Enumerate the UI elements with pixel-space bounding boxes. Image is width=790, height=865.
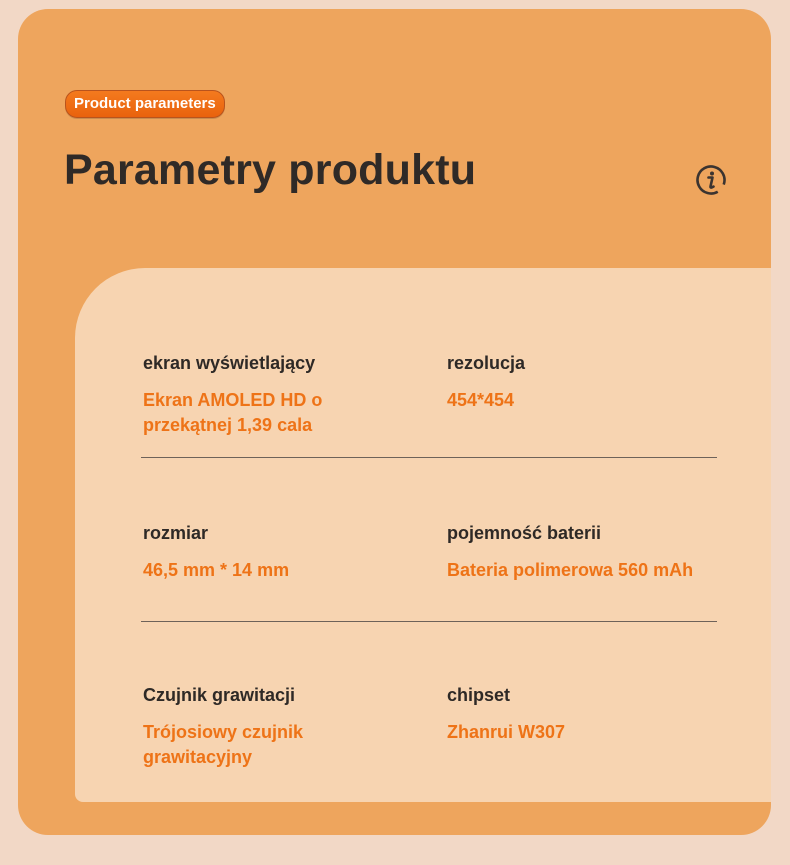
param-value: Trójosiowy czujnik grawitacyjny <box>143 722 304 767</box>
divider <box>141 621 717 622</box>
param-value: Bateria polimerowa 560 mAh <box>447 560 694 580</box>
product-parameters-card <box>18 9 771 835</box>
param-label: rozmiar <box>143 523 209 543</box>
param-resolution <box>447 352 737 413</box>
param-chipset <box>447 684 737 745</box>
param-display <box>143 352 393 438</box>
param-value: 46,5 mm * 14 mm <box>143 560 290 580</box>
page-title: Parametry produktu <box>64 146 477 194</box>
param-value: Ekran AMOLED HD o przekątnej 1,39 cala <box>143 390 323 435</box>
param-label: pojemność baterii <box>447 523 602 543</box>
param-label: rezolucja <box>447 353 526 373</box>
info-icon[interactable] <box>695 164 727 196</box>
param-label: ekran wyświetlający <box>143 353 316 373</box>
product-parameters-badge: Product parameters <box>65 90 225 118</box>
param-size <box>143 522 393 583</box>
divider <box>141 457 717 458</box>
param-value: Zhanrui W307 <box>447 722 566 742</box>
param-gravity-sensor <box>143 684 393 770</box>
parameters-panel <box>75 268 771 802</box>
param-value: 454*454 <box>447 390 515 410</box>
param-label: Czujnik grawitacji <box>143 685 296 705</box>
param-label: chipset <box>447 685 511 705</box>
param-battery <box>447 522 737 583</box>
